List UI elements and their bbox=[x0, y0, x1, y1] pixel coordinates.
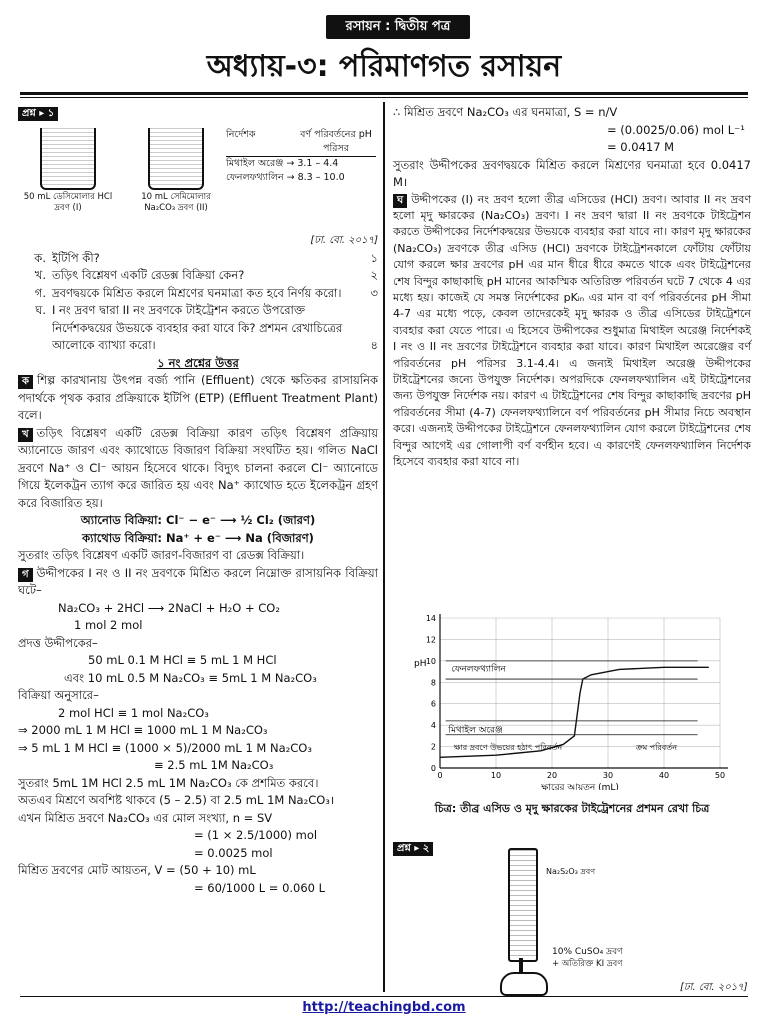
answer-heading: ১ নং প্রশ্নের উত্তর bbox=[157, 355, 239, 370]
calc-line: ⇒ 2000 mL 1 M HCl ≡ 1000 mL 1 M Na₂CO₃ bbox=[18, 723, 268, 737]
q1-source: [ঢা. বো. ২০১৭] bbox=[310, 235, 378, 246]
question-item: খ. তড়িৎ বিশ্লেষণ একটি রেডক্স বিক্রিয়া কেন? ২ bbox=[34, 268, 378, 282]
calc-line: = 0.0025 mol bbox=[194, 845, 273, 860]
y-tick-label: 2 bbox=[430, 742, 436, 752]
question-item: ক. ইটিপি কী? ১ bbox=[34, 250, 378, 265]
ind-row-phenol: ফেনলফথ্যালিন → 8.3 – 10.0 bbox=[226, 172, 345, 183]
y-tick-label: 4 bbox=[430, 721, 436, 731]
q2-source: [ঢা. বো. ২০১৭] bbox=[680, 982, 748, 993]
question-item: গ. দ্রবণদ্বয়কে মিশ্রিত করলে মিশ্রণের ঘনমাত্রা কত হবে নির্ণয় করো। ৩ bbox=[34, 285, 378, 300]
answer-kh: খ তড়িৎ বিশ্লেষণ একটি রেডক্স বিক্রিয়া কারণ তড়িৎ বিশ্লেষণ প্রক্রিয়ায় অ্যানোডে জারণ এবং ক্যাথোডে বিজারণ বিক্রিয়া সংঘটিত হয়। গলিত NaCl দ্রবণে Na⁺ ও Cl⁻ আয়ন হিসেবে থাকে। বিদ্যুৎ চালনা করলে Cl⁻ অ্যানোডে গিয়ে ইলেকট্রন ত্যাগ করে জারিত হয় এবং Na⁺ ক্যাথোড হতে ইলেকট্রন গ্রহণ করে বিজারিত হয়। bbox=[18, 425, 378, 510]
answer-kh-conclusion: সুতরাং তড়িৎ বিশ্লেষণ একটি জারণ-বিজারণ বা রেডক্স বিক্রিয়া। bbox=[18, 548, 305, 562]
right-column bbox=[393, 104, 751, 470]
burette-label: Na₂S₂O₃ দ্রবণ bbox=[546, 867, 596, 876]
y-tick-label: 12 bbox=[425, 635, 436, 645]
indicator-table bbox=[226, 128, 376, 185]
chapter-title: অধ্যায়-৩: পরিমাণগত রসায়ন bbox=[206, 49, 562, 84]
answer-g-steps bbox=[18, 600, 378, 898]
answer-k: ক শিল্প কারখানায় উৎপন্ন বর্জ্য পানি (Effluent) থেকে ক্ষতিকর রাসায়নিক পদার্থকে পৃথক করার প্রক্রিয়াকে ইটিপি (ETP) (Effluent Treatment Plant) বলে। bbox=[18, 373, 378, 422]
answer-gh: ঘ উদ্দীপকের (I) নং দ্রবণ হলো তীব্র এসিডের (HCl) দ্রবণ। আবার II নং দ্রবণ হলো মৃদু ক্ষারকের (Na₂CO₃) দ্রবণ। I নং দ্রবণ দ্বারা II নং দ্রবণকে টাইট্রেশন করতে উদ্দীপকের নির্দেশকদ্বয়ের উভয়কে ব্যবহার করা যাবে না। কারণ মৃদু ক্ষারকের (Na₂CO₃) দ্রবণকে তীব্র এসিড (HCl) দ্রবণকে টাইট্রেশনকালে ফোঁটায় ফোঁটায় যোগ করলে ক্ষার দ্রবণের pH এর মান ধীরে ধীরে কমতে থাকে এবং টাইট্রেশনের শেষ বিন্দুর কাছাকাছি pH মানের আকস্মিক অতিরিক্ত পরিবর্তন ঘটে 7 থেকে 4 এর মধ্যে হয়। কাজেই যে সমস্ত নির্দেশকের pKᵢₙ এর মান বা বর্ণ পরিবর্তনের pH সীমা 4-7 এর মধ্যে পড়ে, কেবল তাদেরকেই মৃদু ক্ষারক ও তীব্র এসিডের টাইট্রেশনে ব্যবহার করা যেতে পারে। এ হিসেবে উদ্দীপকের শুধুমাত্র মিথাইল অরেঞ্জ নির্দেশকই I নং ও II নং দ্রবণের টাইট্রেশনে ব্যবহার করা যাবে। কারণ মিথাইল অরেঞ্জের বর্ণ পরিবর্তনের pH পরিসর 3.1-4.4। এ জন্যই মিথাইল অরেঞ্জ উদ্দীপকের টাইট্রেশনের জন্যে উপযুক্ত নির্দেশক। অপরদিকে ফেনলফথ্যালিন এই টাইট্রেশনের জন্য উপযুক্ত নির্দেশক নয়। কারণ এ টাইট্রেশনের শেষ বিন্দুর কাছাকাছি দ্রবণের pH পরিবর্তনের সীমা (4-7) ফেনলফথ্যালিনে বর্ণ পরিবর্তনের pH সীমার নিচে অবস্থান করে। এজন্যই উদ্দীপকের টাইট্রেশনে ফেনলফথ্যালিন যোগ করলে টাইট্রেশনের শেষ বিন্দুর আগেই এর গোলাপী বর্ণ বর্ণহীন হবে। এ কারণেই ফেনলফথ্যালিন নির্দেশক হিসেবে ব্যবহার করা যাবে না। bbox=[393, 192, 751, 468]
top-rule-thin bbox=[20, 97, 748, 98]
flask-icon bbox=[500, 972, 548, 996]
calc-line: ⇒ 5 mL 1 M HCl ≡ (1000 × 5)/2000 mL 1 M Na₂CO₃ bbox=[18, 740, 312, 755]
ind-head-range: বর্ণ পরিবর্তনের pH পরিসর bbox=[300, 129, 372, 154]
titration-chart bbox=[406, 612, 736, 790]
footer-rule bbox=[20, 996, 748, 997]
calc-line: 1 mol 2 mol bbox=[74, 618, 143, 632]
calc-line: প্রদত্ত উদ্দীপকের– bbox=[18, 635, 98, 650]
x-tick-label: 0 bbox=[437, 771, 443, 780]
band-label-phenolphthalein: ফেনলফথ্যালিন bbox=[451, 664, 506, 675]
cathode-reaction: ক্যাথোড বিক্রিয়া: Na⁺ + e⁻ ⟶ Na (বিজারণ) bbox=[82, 530, 314, 545]
y-tick-label: 8 bbox=[430, 678, 436, 688]
beaker2-label: 10 mL সেমিমোলার Na₂CO₃ দ্রবণ (II) bbox=[141, 192, 211, 213]
annotation-gradual-change: ক্রম পরিবর্তন bbox=[636, 742, 678, 752]
y-tick-label: 0 bbox=[430, 764, 436, 773]
beaker1-label: 50 mL ডেসিমোলার HCl দ্রবণ (I) bbox=[23, 192, 113, 213]
question-item: ঘ. I নং দ্রবণ দ্বারা II নং দ্রবণকে টাইট্রেশন করতে উপরোক্ত নির্দেশকদ্বয়ের উভয়কে ব্যবহার করা যাবে কি? প্রশমন রেখাচিত্রের আলোকে ব্যাখ্যা করো। ৪ bbox=[35, 303, 378, 352]
y-tick-label: 14 bbox=[425, 614, 436, 623]
calc-line: ∴ মিশ্রিত দ্রবণে Na₂CO₃ এর ঘনমাত্রা, S = n/V bbox=[393, 105, 618, 119]
calc-line: Na₂CO₃ + 2HCl ⟶ 2NaCl + H₂O + CO₂ bbox=[58, 600, 280, 615]
x-axis-label: ক্ষারের আয়তন (mL) bbox=[541, 783, 619, 790]
calc-line: মিশ্রিত দ্রবণের মোট আয়তন, V = (50 + 10) mL bbox=[18, 863, 256, 877]
calc-line: 2 mol HCl ≡ 1 mol Na₂CO₃ bbox=[58, 705, 209, 720]
chart-caption: চিত্র: তীব্র এসিড ও মৃদু ক্ষারকের টাইট্রেশনের প্রশমন রেখা চিত্র bbox=[434, 802, 710, 815]
calc-line: এবং 10 mL 0.5 M Na₂CO₃ ≡ 5mL 1 M Na₂CO₃ bbox=[64, 670, 317, 685]
burette-tip-icon bbox=[519, 958, 523, 972]
calc-line: সুতরাং 5mL 1M HCl 2.5 mL 1M Na₂CO₃ কে প্রশমিত করবে। bbox=[18, 775, 319, 790]
calc-line: এখন মিশ্রিত দ্রবণে Na₂CO₃ এর মোল সংখ্যা, n = SV bbox=[18, 810, 273, 825]
q1-items bbox=[18, 250, 378, 355]
answer-g: গ উদ্দীপকের I নং ও II নং দ্রবণকে মিশ্রিত করলে নিম্নোক্ত রাসায়নিক বিক্রিয়া ঘটে– bbox=[18, 565, 378, 597]
calc-line: অতএব মিশ্রণে অবশিষ্ট থাকবে (5 – 2.5) বা 2.5 mL 1M Na₂CO₃। bbox=[18, 793, 335, 807]
beaker-icon bbox=[40, 128, 96, 190]
top-rule bbox=[20, 92, 748, 95]
concentration-conclusion: সুতরাং উদ্দীপকের দ্রবণদ্বয়কে মিশ্রিত করলে মিশ্রণের ঘনমাত্রা হবে 0.0417 M। bbox=[393, 157, 751, 189]
x-tick-label: 40 bbox=[658, 771, 670, 780]
left-column bbox=[18, 104, 378, 897]
footer-link[interactable]: http://teachingbd.com bbox=[302, 1000, 466, 1015]
q2-badge: প্রশ্ন ▸ ২ bbox=[393, 836, 437, 856]
ind-head-indicator: নির্দেশক bbox=[226, 129, 256, 140]
band-label-methyl-orange: মিথাইল অরেঞ্জ bbox=[448, 725, 503, 736]
annotation-sudden-change: ক্ষার দ্রবণে উভয়ের হঠাৎ পরিবর্তন bbox=[454, 742, 563, 752]
ind-row-methyl: মিথাইল অরেঞ্জ → 3.1 – 4.4 bbox=[226, 158, 339, 169]
q1-stimulus bbox=[18, 104, 378, 232]
calc-line: ≡ 2.5 mL 1M Na₂CO₃ bbox=[154, 758, 274, 772]
calc-line: 50 mL 0.1 M HCl ≡ 5 mL 1 M HCl bbox=[88, 653, 277, 667]
flask-label-1: 10% CuSO₄ দ্রবণ bbox=[552, 947, 623, 957]
flask-label-2: + অতিরিক্ত KI দ্রবণ bbox=[552, 959, 623, 969]
subject-tag: রসায়ন : দ্বিতীয় পত্র bbox=[326, 15, 470, 39]
column-divider bbox=[383, 102, 385, 992]
calc-line: = 0.0417 M bbox=[607, 140, 675, 154]
x-tick-label: 10 bbox=[490, 771, 502, 780]
x-tick-label: 30 bbox=[602, 771, 614, 780]
x-tick-label: 20 bbox=[546, 771, 558, 780]
calc-line: = (0.0025/0.06) mol L⁻¹ bbox=[607, 122, 745, 137]
anode-reaction: অ্যানোড বিক্রিয়া: Cl⁻ − e⁻ ⟶ ½ Cl₂ (জারণ) bbox=[80, 513, 316, 527]
beaker-icon bbox=[148, 128, 204, 190]
burette-icon bbox=[508, 848, 538, 962]
calc-line: = 60/1000 L = 0.060 L bbox=[194, 880, 326, 895]
y-tick-label: 10 bbox=[425, 656, 436, 666]
calc-line: বিক্রিয়া অনুসারে– bbox=[18, 688, 99, 702]
q1-badge: প্রশ্ন ▸ ১ bbox=[18, 107, 58, 121]
calc-line: = (1 × 2.5/1000) mol bbox=[194, 828, 318, 842]
y-axis-label: pH bbox=[414, 659, 427, 670]
y-tick-label: 6 bbox=[430, 699, 436, 709]
x-tick-label: 50 bbox=[714, 771, 726, 780]
